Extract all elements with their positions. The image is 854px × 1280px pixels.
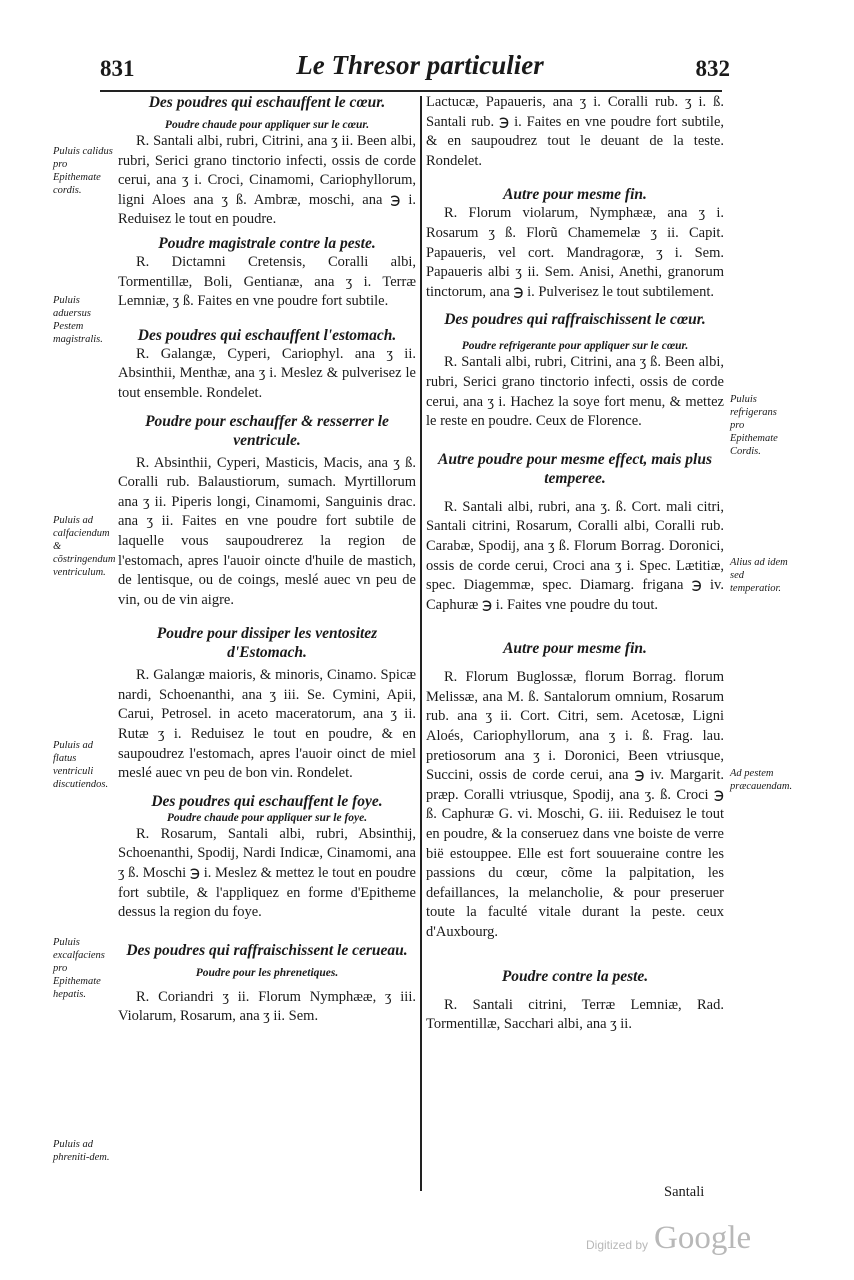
recipe-heading: Poudre chaude pour appliquer sur le foye.	[166, 811, 368, 824]
margin-note: Puluis refrigerans pro Epithemate Cordis.	[730, 394, 778, 457]
catchword: Santali	[664, 1184, 705, 1200]
google-watermark	[586, 1222, 766, 1258]
section-heading: Des poudres qui eschauffent le cœur.	[148, 94, 386, 111]
recipe-text: R. Florum violarum, Nymphææ, ana ʒ i. Rosarum ʒ ß. Florũ Chamemelæ ʒ ii. Capit. Papaueris, vel cort. Mandragoræ, ʒ i. Sem. Papaueris albi ʒ ii. Sem. Anisi, Anethi, granorum tinctorum, ana ℈ i. Pulverisez le tout subtilement.	[426, 205, 724, 300]
recipe-heading: Poudre contre la peste.	[501, 967, 649, 985]
recipe-text: R. Dictamni Cretensis, Coralli albi, Tormentillæ, Boli, Gentianæ, ana ʒ i. Terræ Lemniæ, ʒ ß. Faites en vne poudre fort subtile.	[118, 253, 416, 310]
header-rule	[100, 90, 722, 92]
right-column	[426, 93, 724, 1035]
margin-note: Ad pestem præcauendam.	[730, 768, 793, 792]
margin-note: Puluis ad calfaciendum & cõstringendum ventriculum.	[53, 515, 116, 578]
column-divider	[420, 96, 422, 1191]
running-title: Le Thresor particulier	[296, 50, 544, 80]
recipe-text: R. Santali citrini, Terræ Lemniæ, Rad. Tormentillæ, Sacchari albi, ana ʒ ii.	[426, 996, 724, 1033]
recipe-heading: Poudre magistrale contre la peste.	[158, 234, 376, 252]
recipe-text: R. Santali albi, rubri, Citrini, ana ʒ ii. Been albi, rubri, Serici grano tinctorio infecti, ossis de corde cerui, ana ʒ i. Croci, Cinamomi, Cariophyllorum, ligni Aloes ana ʒ ß. Ambræ, moschi, ana ℈ i. Reduisez le tout en poudre.	[118, 133, 416, 228]
margin-note: Puluis ad phreniti-dem.	[53, 1139, 110, 1163]
section-heading: Des poudres qui raffraischissent le cœur.	[444, 311, 706, 329]
margin-note: Puluis ad flatus ventriculi discutiendos.	[53, 740, 109, 790]
recipe-text: R. Galangæ maioris, & minoris, Cinamo. Spicæ nardi, Schoenanthi, ana ʒ iii. Se. Cymini, Apii, Carui, Petrosel. in aceto maceratorum, ana ʒ ii. Rutæ ʒ i. Reduisez le tout en poudre, & en saupoudrez l'estomach, apres l'auoir oinct de miel meslé auec vn peu de bon vin. Rondelet.	[118, 667, 416, 782]
margin-note: Puluis calidus pro Epithemate cordis.	[53, 146, 113, 196]
recipe-heading: Autre poudre pour mesme effect, mais plus temperee.	[438, 450, 712, 487]
recipe-text: R. Coriandri ʒ ii. Florum Nymphææ, ʒ iii. Violarum, Rosarum, ana ʒ ii. Sem.	[118, 988, 416, 1025]
section-heading: Des poudres qui eschauffent le foye.	[151, 792, 383, 810]
left-column	[118, 93, 416, 1027]
scan-edge	[0, 0, 854, 12]
left-page-number: 831	[100, 56, 135, 81]
recipe-heading: Poudre pour les phrenetiques.	[195, 966, 339, 979]
recipe-text: Lactucæ, Papaueris, ana ʒ i. Coralli rub. ʒ i. ß. Santali rub. ℈ i. Faites en vne poudre fort subtile, & en saupoudrez tout le deuant de la teste. Rondelet.	[426, 94, 724, 169]
section-heading: Des poudres qui eschauffent l'estomach.	[137, 326, 397, 344]
recipe-heading: Poudre chaude pour appliquer sur le cœur.	[164, 119, 370, 131]
recipe-heading: Poudre refrigerante pour appliquer sur le cœur.	[461, 340, 689, 353]
recipe-text: R. Santali albi, rubri, Citrini, ana ʒ ß. Been albi, rubri, Serici grano tinctorio infecti, ossis de corde cerui, ana ʒ i. Hachez la soye fort menu, & mettez le reste en poudre. Ceux de Florence.	[426, 354, 724, 430]
recipe-text: R. Florum Buglossæ, florum Borrag. florum Melissæ, ana M. ß. Santalorum omnium, Rosarum rub. ana ʒ ii. Cort. Citri, sem. Acetosæ, Ligni Aloés, Cariophyllorum, ana ʒ i. ß. Frag. lau. pretiosorum ana ʒ i. Doronici, Been vtriusque, Succini, ossis de corde cerui, ana ℈ iv. Margarit. præp. Coralli vtriusque, Spodij, ana ʒ. ß. Croci ℈ ß. Caphuræ G. vi. Moschi, G. iii. Reduisez le tout en poudre, & la conseruez dans vne boiste de verre bië estouppee. Elle est fort souueraine contre les passions du cœur, cõme la palpitation, les defaillances, la melancholie, & pour preseruer toute la faculté vitale durant la peste. ceux d'Auxbourg.	[426, 669, 724, 940]
recipe-heading: Poudre pour eschauffer & resserrer le ventricule.	[145, 412, 389, 449]
margin-note: Puluis excalfaciens pro Epithemate hepatis.	[53, 937, 105, 1000]
recipe-heading: Poudre pour dissiper les ventositez d'Estomach.	[156, 625, 378, 662]
recipe-text: R. Galangæ, Cyperi, Cariophyl. ana ʒ ii. Absinthii, Menthæ, ana ʒ i. Meslez & pulverisez le tout ensemble. Rondelet.	[118, 345, 416, 401]
recipe-heading: Autre pour mesme fin.	[503, 640, 647, 658]
recipe-text: R. Absinthii, Cyperi, Masticis, Macis, ana ʒ ß. Coralli rub. Balaustiorum, sumach. Myrtillorum ana ʒ ii. Piperis longi, Cinamomi, Sanguinis drac. ana ʒ ii. Faites en vne poudre fort subtile de laquelle vous saupoudrerez la region de l'estomach, apres l'auoir oincte d'huile de mastich, de lentisque, ou de coings, meslé auec vn peu de vin, ou de vin aigre.	[118, 454, 416, 608]
google-logo: Google	[654, 1220, 752, 1256]
recipe-text: R. Santali albi, rubri, ana ʒ. ß. Cort. mali citri, Santali citrini, Rosarum, Coralli albi, Coralli rub. Carabæ, Spodij, ana ʒ ß. Florum Borrag. Doronici, ossis de corde cerui, Croci ana ʒ i. Spec. Lætitiæ, spec. Diagemmæ, spec. Diamarg. frigana ℈ iv. Caphuræ ℈ i. Faites vne poudre du tout.	[426, 498, 724, 613]
running-header	[100, 50, 730, 90]
recipe-text: R. Rosarum, Santali albi, rubri, Absinthij, Schoenanthi, Spodij, Nardi Indicæ, Cinamomi, ana ʒ ß. Moschi ℈ i. Meslez & mettez le tout en poudre fort subtile, & l'appliquez en forme d'Epitheme dessus la region du foye.	[118, 825, 416, 921]
margin-note: Puluis aduersus Pestem magistralis.	[53, 295, 103, 345]
watermark-prefix: Digitized by	[586, 1238, 649, 1252]
recipe-heading: Autre pour mesme fin.	[503, 186, 647, 204]
right-page-number: 832	[695, 56, 730, 81]
margin-note: Alius ad idem sed temperatior.	[730, 557, 788, 594]
section-heading: Des poudres qui raffraischissent le cerueau.	[126, 941, 408, 959]
